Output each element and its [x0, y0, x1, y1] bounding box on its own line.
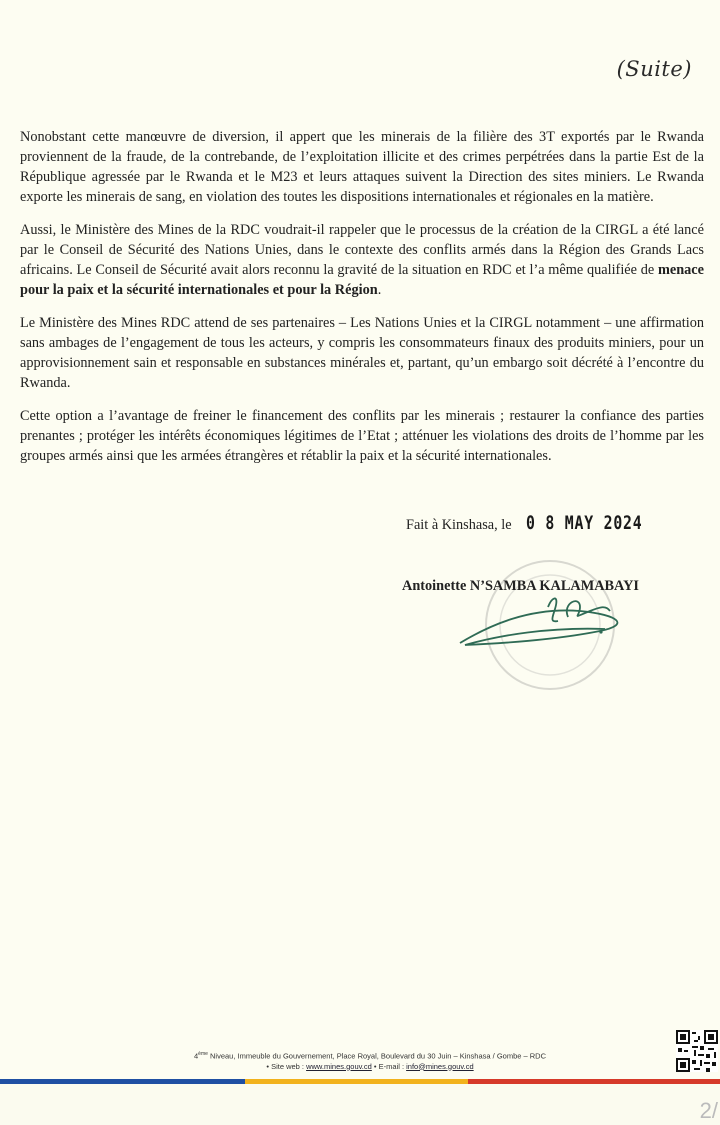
qr-code-icon: [676, 1030, 718, 1072]
flag-red-segment: [468, 1079, 720, 1084]
flag-yellow-segment: [245, 1079, 468, 1084]
page-number: 2/: [699, 1098, 718, 1123]
email-link[interactable]: info@mines.gouv.cd: [406, 1061, 474, 1071]
paragraph-1: Nonobstant cette manœuvre de diversion, il appert que les minerais de la filière des 3T exportés par le Rwanda proviennent de la fraude, de la contrebande, de l’exploitation illicite et des crimes perpétrées dans la partie Est de la République agressée par le Rwanda et le M23 et leurs attaques suivent la Direction des sites miniers. Le Rwanda exporte les minerais de sang, en violation des toutes les dispositions internationales et régionales en la matière.: [20, 129, 704, 205]
footer-contact-line: • Site web : www.mines.gouv.cd • E-mail : info@mines.gouv.cd: [266, 1061, 474, 1071]
place-and-date: [406, 512, 675, 534]
paragraph-2: Aussi, le Ministère des Mines de la RDC voudrait-il rappeler que le processus de la création de la CIRGL a été lancé par le Conseil de Sécurité des Nations Unies, dans le contexte des conflits armés dans la Région des Grands Lacs africains. Le Conseil de Sécurité avait alors reconnu la gravité de la situation en RDC et l’a même qualifiée de menace pour la paix et la sécurité internationales et pour la Région.: [20, 222, 704, 298]
signature-and-seal: [430, 545, 690, 705]
emphasis-text: menace pour la paix et la sécurité internationales et pour la Région: [20, 262, 704, 298]
flag-blue-segment: [0, 1079, 245, 1084]
flag-color-bar: [0, 1079, 720, 1084]
letter-body: [20, 127, 704, 479]
place-text: Fait à Kinshasa, le: [406, 517, 512, 533]
website-link[interactable]: www.mines.gouv.cd: [306, 1061, 372, 1071]
signatory-name: Antoinette N’SAMBA KALAMABAYI: [402, 578, 639, 594]
paragraph-3: Le Ministère des Mines RDC attend de ses partenaires – Les Nations Unies et la CIRGL notamment – une affirmation sans ambages de l’engagement de tous les acteurs, y compris les consommateurs finaux des produits miniers, pour un approvisionnement sain et responsable en substances minérales et, partant, qu’un embargo soit décrété à l’encontre du Rwanda.: [20, 315, 704, 391]
footer: [120, 1049, 620, 1072]
date-stamp: 0 8 MAY 2024: [525, 512, 643, 534]
paragraph-4: Cette option a l’avantage de freiner le financement des conflits par les minerais ; restaurer la confiance des parties prenantes ; protéger les intérêts économiques légitimes de l’Etat ; atténuer les violations des droits de l’homme par les groupes armés ainsi que les armées étrangères et rétablir la paix et la sécurité internationales.: [20, 408, 704, 464]
continuation-label: (Suite): [616, 57, 692, 81]
footer-address-line: 4ème Niveau, Immeuble du Gouvernement, Place Royal, Boulevard du 30 Juin – Kinshasa / Gombe – RDC: [194, 1051, 546, 1061]
signature-stroke: [460, 610, 617, 645]
